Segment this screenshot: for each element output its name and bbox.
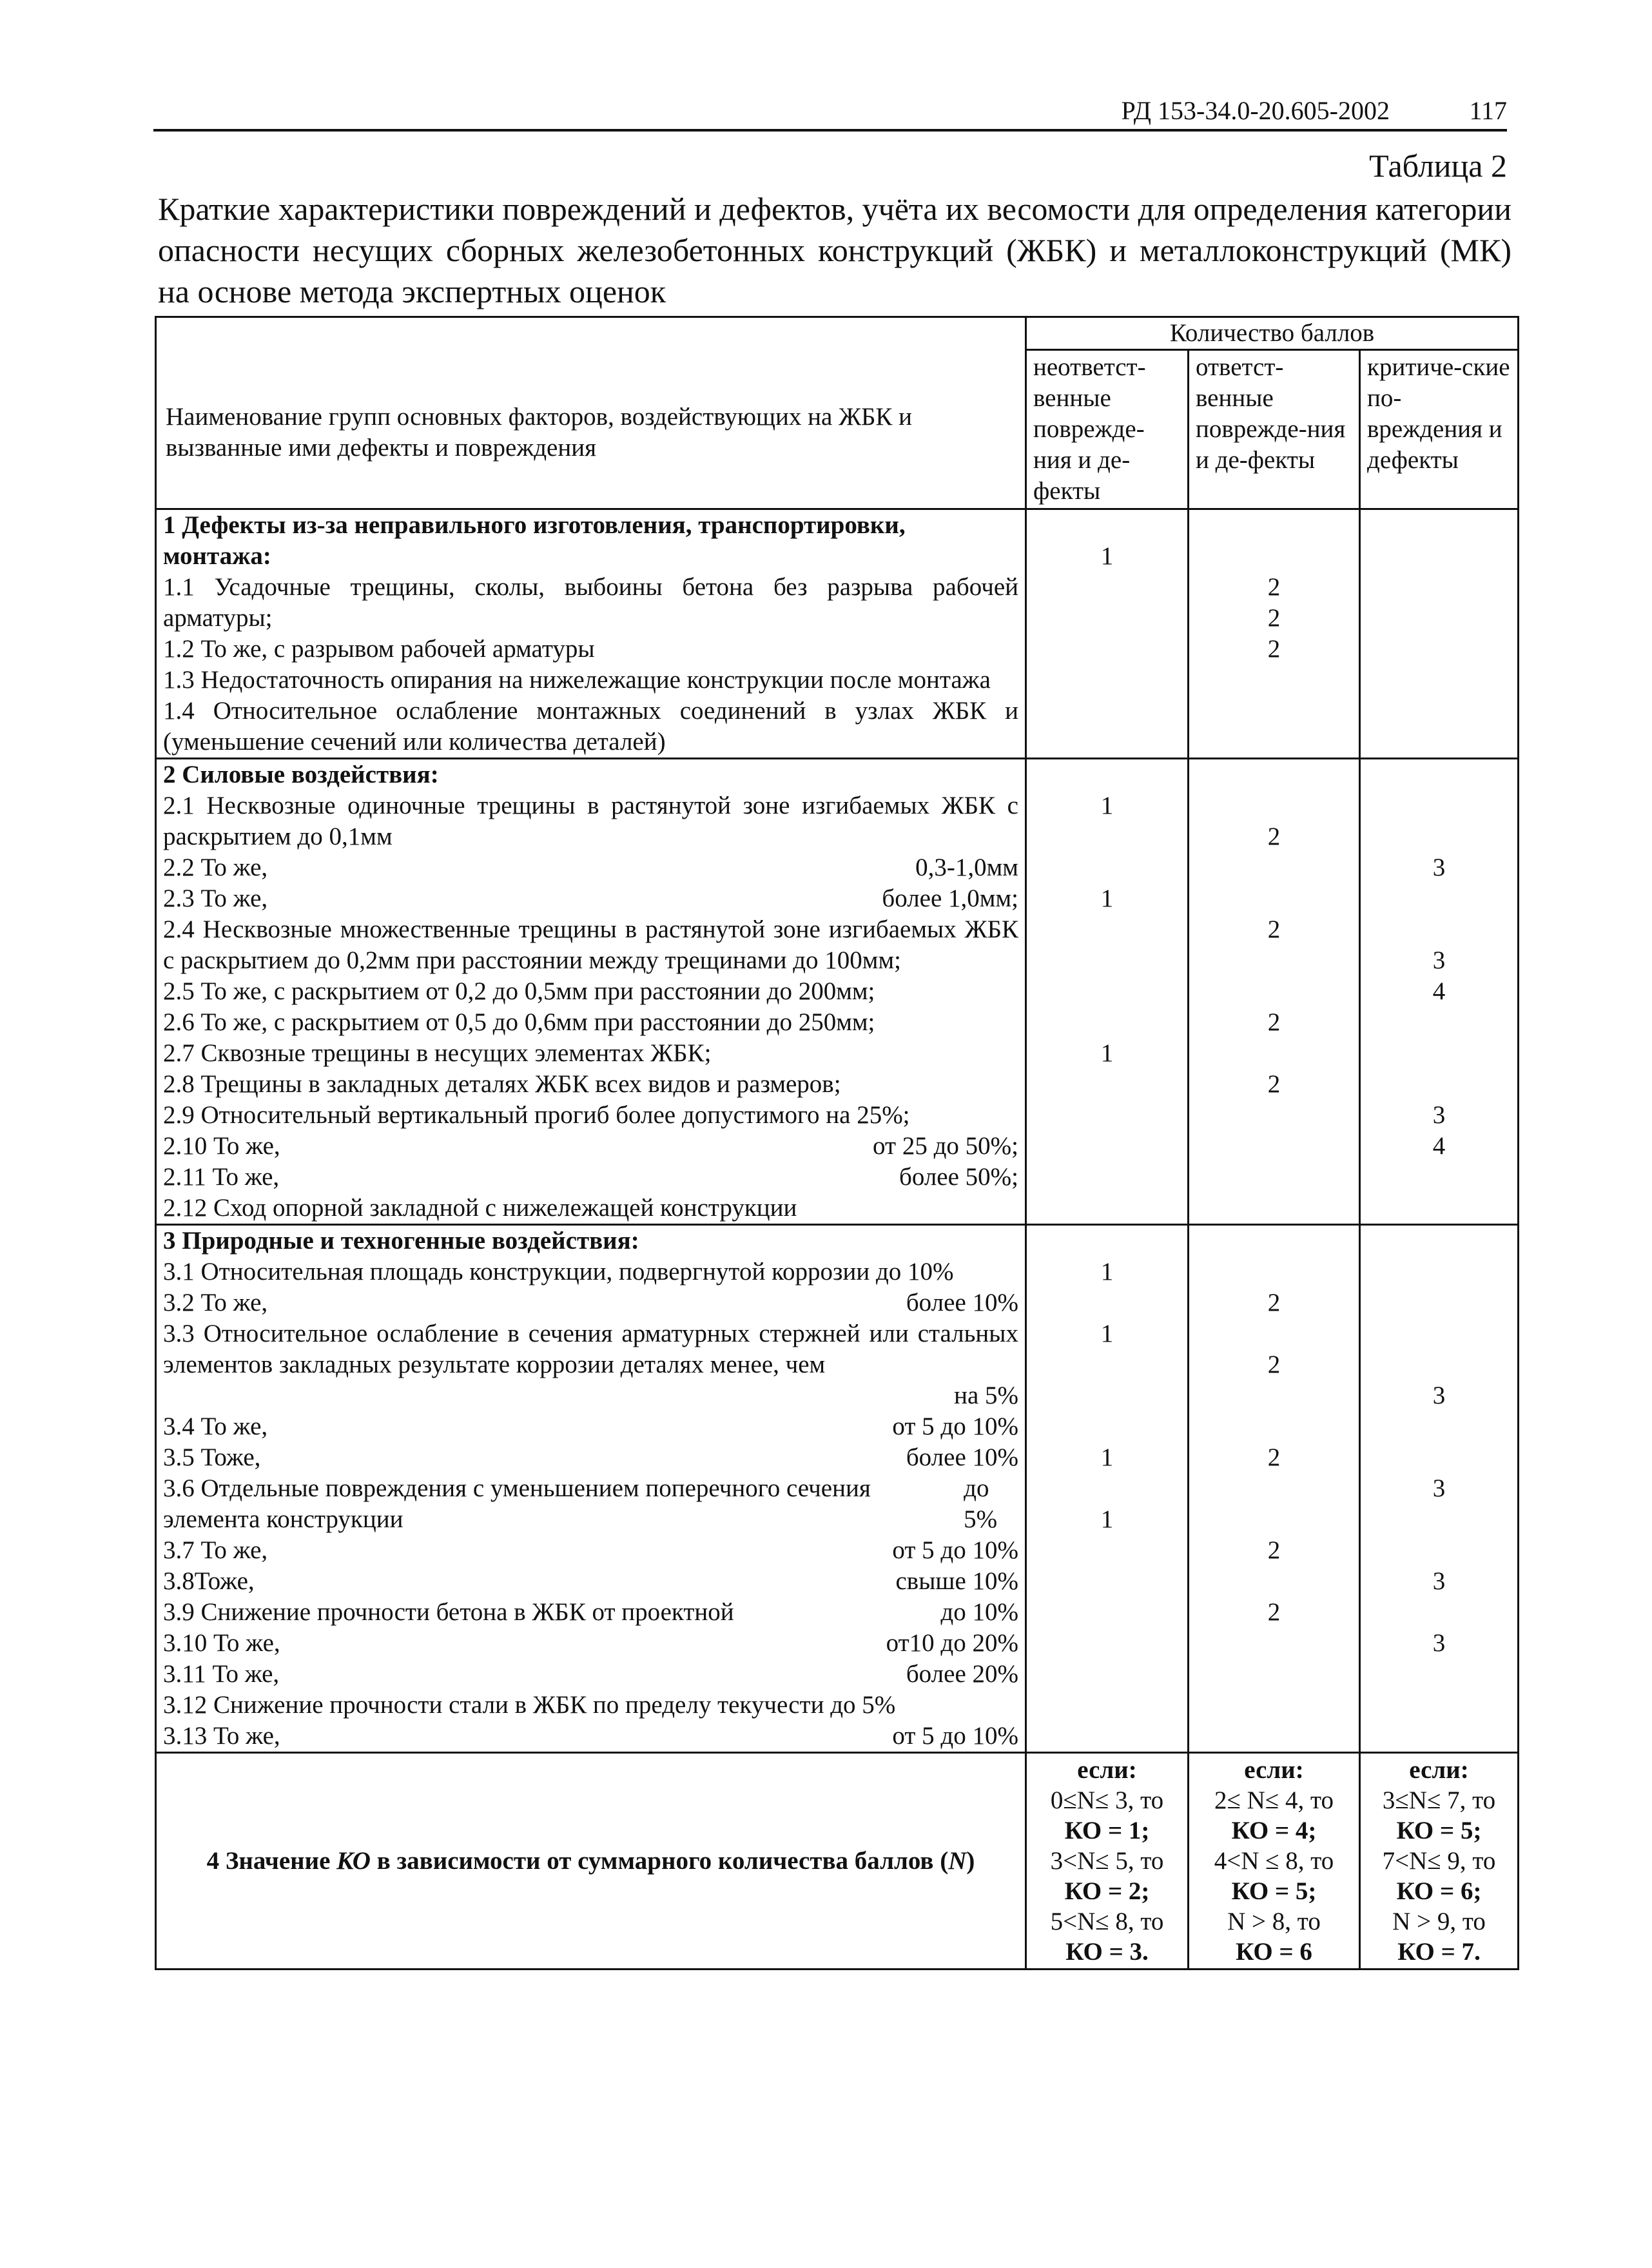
defect-item: 2.12 Сход опорной закладной с нижележащей конструкции (163, 1194, 797, 1222)
ko-condition-line: 0≤N≤ 3, то (1050, 1786, 1164, 1814)
score-value: 2 (1267, 573, 1281, 601)
ko-condition-line: 3≤N≤ 7, то (1382, 1786, 1496, 1814)
defect-item (157, 1566, 1025, 1597)
score-value: 4 (1432, 977, 1446, 1005)
score-value (1189, 1038, 1359, 1069)
score-value: 1 (1100, 542, 1114, 570)
defect-range: более 20% (906, 1660, 1018, 1688)
defect-item (157, 852, 1025, 883)
group-title: 1 Дефекты из-за неправильного изготовления, транспортировки, монтажа: (163, 511, 906, 570)
score-value: 3 (1432, 946, 1446, 974)
defect-item: 1.3 Недостаточность опирания на нижележащие конструкции после монтажа (163, 666, 991, 694)
defect-item: 3.12 Снижение прочности стали в ЖБК по пределу текучести до 5% (163, 1691, 896, 1719)
defect-item (157, 1380, 1025, 1411)
score-value (1027, 1287, 1187, 1318)
group-description-cell (156, 509, 1026, 759)
score-value (1027, 976, 1187, 1007)
score-value (1361, 1597, 1517, 1628)
score-value: 3 (1432, 1629, 1446, 1657)
document-code: РД 153-34.0-20.605-2002 (1121, 96, 1390, 125)
defect-item: 2.9 Относительный вертикальный прогиб более допустимого на 25%; (163, 1101, 910, 1129)
table-body (156, 509, 1519, 1753)
score-value (1361, 1038, 1517, 1069)
score-value: 2 (1267, 823, 1281, 850)
ko-condition-line: 2≤ N≤ 4, то (1214, 1786, 1334, 1814)
group-description-cell (156, 1225, 1026, 1753)
ko-condition-line: КО = 2; (1064, 1877, 1150, 1905)
defects-table (155, 316, 1519, 1970)
ko-condition-line: КО = 5; (1231, 1877, 1317, 1905)
score-value: 4 (1432, 1132, 1446, 1160)
score-value (1027, 945, 1187, 976)
defect-range: более 1,0мм; (882, 885, 1018, 912)
ko-condition-line: КО = 4; (1231, 1817, 1317, 1844)
score-value: 3 (1432, 1101, 1446, 1129)
score-value (1189, 1566, 1359, 1597)
score-col-noncritical (1026, 509, 1189, 759)
defect-range: 0,3-1,0мм (915, 854, 1018, 881)
defect-text: 3.10 То же, (163, 1629, 280, 1657)
defect-item: 3.3 Относительное ослабление в сечения арматурных стержней или стальных элементов закладных результате коррозии деталях менее, чем (163, 1320, 1018, 1378)
score-value (1027, 1131, 1187, 1162)
score-value (1189, 1131, 1359, 1162)
score-value (1361, 1659, 1517, 1690)
defect-range: на 5% (954, 1382, 1018, 1409)
defect-range: от10 до 20% (886, 1629, 1018, 1657)
page-header (153, 89, 1507, 128)
defect-item: 2.8 Трещины в закладных деталях ЖБК всех видов и размеров; (163, 1070, 841, 1098)
score-value (1027, 1628, 1187, 1659)
defect-item: 2.1 Несквозные одиночные трещины в растянутой зоне изгибаемых ЖБК с раскрытием до 0,1мм (163, 792, 1018, 850)
score-value: 2 (1267, 1070, 1281, 1098)
ko-condition-line: КО = 6; (1396, 1877, 1482, 1905)
ko-condition-line: если: (1244, 1756, 1304, 1784)
score-value: 3 (1432, 1567, 1446, 1595)
defect-item (157, 1287, 1025, 1318)
score-value (1027, 1349, 1187, 1380)
score-value (1361, 1442, 1517, 1473)
header-divider (153, 129, 1507, 132)
defect-range: от 5 до 10% (892, 1722, 1018, 1750)
ko-col-responsible (1189, 1753, 1360, 1970)
score-value (1027, 1411, 1187, 1442)
score-value: 2 (1267, 915, 1281, 943)
score-value (1361, 634, 1517, 665)
score-value (1361, 1349, 1517, 1380)
score-value (1361, 572, 1517, 603)
score-value: 1 (1100, 1320, 1114, 1347)
defect-item (157, 1442, 1025, 1473)
ko-condition-line: 7<N≤ 9, то (1382, 1847, 1496, 1875)
ko-condition-line: КО = 7. (1397, 1938, 1481, 1966)
score-value: 2 (1267, 1289, 1281, 1316)
ko-condition-line: если: (1077, 1756, 1137, 1784)
score-value: 1 (1100, 792, 1114, 819)
score-value (1189, 976, 1359, 1007)
defect-text: 3.2 То же, (163, 1289, 268, 1316)
ko-condition-line: если: (1409, 1756, 1469, 1784)
score-value (1189, 1380, 1359, 1411)
score-value (1189, 1100, 1359, 1131)
score-value: 1 (1100, 1505, 1114, 1533)
table-caption: Краткие характеристики повреждений и дефектов, учёта их весомости для определения категории опасности несущих сборных железобетонных конструкций (ЖБК) и металлоконструкций (МК) на основе метода экспертных оценок (158, 191, 1511, 309)
defect-range: свыше 10% (895, 1567, 1018, 1595)
score-col-noncritical (1026, 759, 1189, 1225)
score-col-noncritical (1026, 1225, 1189, 1753)
score-value: 2 (1267, 1598, 1281, 1626)
score-col-critical (1360, 759, 1519, 1225)
defect-range: от 5 до 10% (892, 1536, 1018, 1564)
score-value (1361, 541, 1517, 572)
score-value (1027, 1473, 1187, 1504)
score-value (1189, 945, 1359, 976)
defect-range: до 5% (964, 1474, 998, 1533)
ko-condition-line: КО = 6 (1236, 1938, 1312, 1966)
score-value (1189, 1256, 1359, 1287)
header-col-responsible: ответст-венные поврежде-ния и де-фекты (1189, 350, 1360, 509)
score-value (1361, 1504, 1517, 1535)
score-value: 2 (1267, 604, 1281, 632)
score-value (1027, 1007, 1187, 1038)
group-title: 3 Природные и техногенные воздействия: (163, 1227, 639, 1255)
defect-range: более 50%; (899, 1163, 1018, 1191)
group-title: 2 Силовые воздействия: (163, 761, 439, 788)
score-value (1027, 1380, 1187, 1411)
defect-item (157, 1721, 1025, 1752)
defect-range: от 5 до 10% (892, 1413, 1018, 1440)
header-name-column: Наименование групп основных факторов, воздействующих на ЖБК и вызванные ими дефекты и повреждения (156, 317, 1026, 509)
score-col-responsible (1189, 509, 1360, 759)
defect-item: 1.4 Относительное ослабление монтажных соединений в узлах ЖБК и (уменьшение сечений или количества деталей) (163, 697, 1018, 756)
score-value: 3 (1432, 854, 1446, 881)
score-value (1189, 1504, 1359, 1535)
defect-item: 1.1 Усадочные трещины, сколы, выбоины бетона без разрыва рабочей арматуры; (163, 573, 1018, 632)
score-value: 2 (1267, 1536, 1281, 1564)
score-value (1189, 1473, 1359, 1504)
score-value (1361, 790, 1517, 821)
defect-item (157, 1628, 1025, 1659)
score-value (1361, 821, 1517, 852)
defect-text: 2.10 То же, (163, 1132, 280, 1160)
score-value (1027, 852, 1187, 883)
score-value (1189, 1659, 1359, 1690)
ko-condition-line: 4<N ≤ 8, то (1214, 1847, 1334, 1875)
header-col-critical: критиче-ские по-вреждения и дефекты (1360, 350, 1519, 509)
defect-item (157, 1411, 1025, 1442)
defect-item (157, 1162, 1025, 1193)
defect-text: 2.11 То же, (163, 1163, 280, 1191)
ko-col-noncritical (1026, 1753, 1189, 1970)
defect-text: 3.7 То же, (163, 1536, 268, 1564)
defect-item (157, 1597, 1025, 1628)
score-value (1189, 883, 1359, 914)
group-row (156, 759, 1519, 1225)
score-value (1027, 1566, 1187, 1597)
header-score-group: Количество баллов (1026, 317, 1519, 350)
score-value (1189, 1318, 1359, 1349)
ko-condition-line: 5<N≤ 8, то (1050, 1908, 1164, 1935)
defect-item: 2.7 Сквозные трещины в несущих элементах ЖБК; (163, 1039, 712, 1067)
score-col-critical (1360, 1225, 1519, 1753)
defect-text: 3.6 Отдельные повреждения с уменьшением поперечного сечения элемента конструкции (163, 1474, 871, 1533)
score-value (1189, 1628, 1359, 1659)
defect-item (157, 883, 1025, 914)
score-col-critical (1360, 509, 1519, 759)
defect-text: 3.9 Снижение прочности бетона в ЖБК от проектной (163, 1598, 734, 1626)
defect-text: 2.2 То же, (163, 854, 268, 881)
score-value (1027, 1069, 1187, 1100)
defect-item (157, 1659, 1025, 1690)
score-value (1027, 634, 1187, 665)
defect-item: 3.1 Относительная площадь конструкции, подвергнутой коррозии до 10% (163, 1258, 954, 1286)
defect-item: 2.6 То же, с раскрытием от 0,5 до 0,6мм при расстоянии до 250мм; (163, 1008, 875, 1036)
defect-text: 3.4 То же, (163, 1413, 268, 1440)
defect-text: 3.11 То же, (163, 1660, 280, 1688)
ko-condition-line: 3<N≤ 5, то (1050, 1847, 1164, 1875)
score-value: 2 (1267, 1008, 1281, 1036)
score-value (1027, 1535, 1187, 1566)
score-value (1189, 541, 1359, 572)
score-value (1361, 883, 1517, 914)
defect-item: 1.2 То же, с разрывом рабочей арматуры (163, 635, 595, 663)
defect-item: 2.5 То же, с раскрытием от 0,2 до 0,5мм при расстоянии до 200мм; (163, 977, 875, 1005)
score-value: 3 (1432, 1474, 1446, 1502)
defect-item (157, 1535, 1025, 1566)
defect-text: 2.3 То же, (163, 885, 268, 912)
score-value (1361, 1318, 1517, 1349)
score-value (1027, 1659, 1187, 1690)
score-value (1027, 1100, 1187, 1131)
ko-condition-line: КО = 1; (1064, 1817, 1150, 1844)
ko-condition-line: N > 8, то (1227, 1908, 1321, 1935)
score-value (1361, 1287, 1517, 1318)
score-value (1027, 821, 1187, 852)
ko-row-title: 4 Значение КО в зависимости от суммарного количества баллов (N) (156, 1753, 1026, 1970)
score-value (1361, 1411, 1517, 1442)
score-value (1361, 914, 1517, 945)
score-value (1027, 603, 1187, 634)
score-value (1027, 1597, 1187, 1628)
score-value (1189, 790, 1359, 821)
ko-condition-line: КО = 5; (1396, 1817, 1482, 1844)
defect-range: более 10% (906, 1443, 1018, 1471)
score-value: 2 (1267, 1443, 1281, 1471)
defect-item: 2.4 Несквозные множественные трещины в растянутой зоне изгибаемых ЖБК с раскрытием до 0,2мм при расстоянии между трещинами до 100мм; (163, 915, 1018, 974)
score-value: 3 (1432, 1382, 1446, 1409)
score-value (1189, 1411, 1359, 1442)
header-col-noncritical: неответст-венные поврежде-ния и де-фекты (1026, 350, 1189, 509)
score-value: 1 (1100, 1258, 1114, 1286)
score-value (1189, 852, 1359, 883)
group-description-cell (156, 759, 1026, 1225)
score-value (1361, 1007, 1517, 1038)
ko-condition-line: КО = 3. (1065, 1938, 1149, 1966)
defect-text: 3.8Тоже, (163, 1567, 255, 1595)
score-value (1027, 572, 1187, 603)
score-value: 1 (1100, 1039, 1114, 1067)
score-col-responsible (1189, 1225, 1360, 1753)
table-label: Таблица 2 (1369, 148, 1507, 184)
defect-range: от 25 до 50%; (873, 1132, 1018, 1160)
defect-range: до 10% (940, 1598, 1018, 1626)
score-value (1361, 1535, 1517, 1566)
score-col-responsible (1189, 759, 1360, 1225)
score-value: 2 (1267, 1351, 1281, 1378)
score-value (1027, 914, 1187, 945)
group-row (156, 1225, 1519, 1753)
defect-item (157, 1131, 1025, 1162)
score-value (1361, 603, 1517, 634)
score-value (1361, 1256, 1517, 1287)
score-value: 1 (1100, 885, 1114, 912)
ko-condition-line: N > 9, то (1392, 1908, 1486, 1935)
group-row (156, 509, 1519, 759)
score-value: 1 (1100, 1443, 1114, 1471)
score-value: 2 (1267, 635, 1281, 663)
score-value (1361, 1069, 1517, 1100)
defect-item (157, 1473, 1025, 1535)
defect-text: 3.13 То же, (163, 1722, 280, 1750)
defect-range: более 10% (906, 1289, 1018, 1316)
page-number: 117 (1469, 96, 1507, 125)
ko-col-critical (1360, 1753, 1519, 1970)
defect-text: 3.5 Тоже, (163, 1443, 261, 1471)
